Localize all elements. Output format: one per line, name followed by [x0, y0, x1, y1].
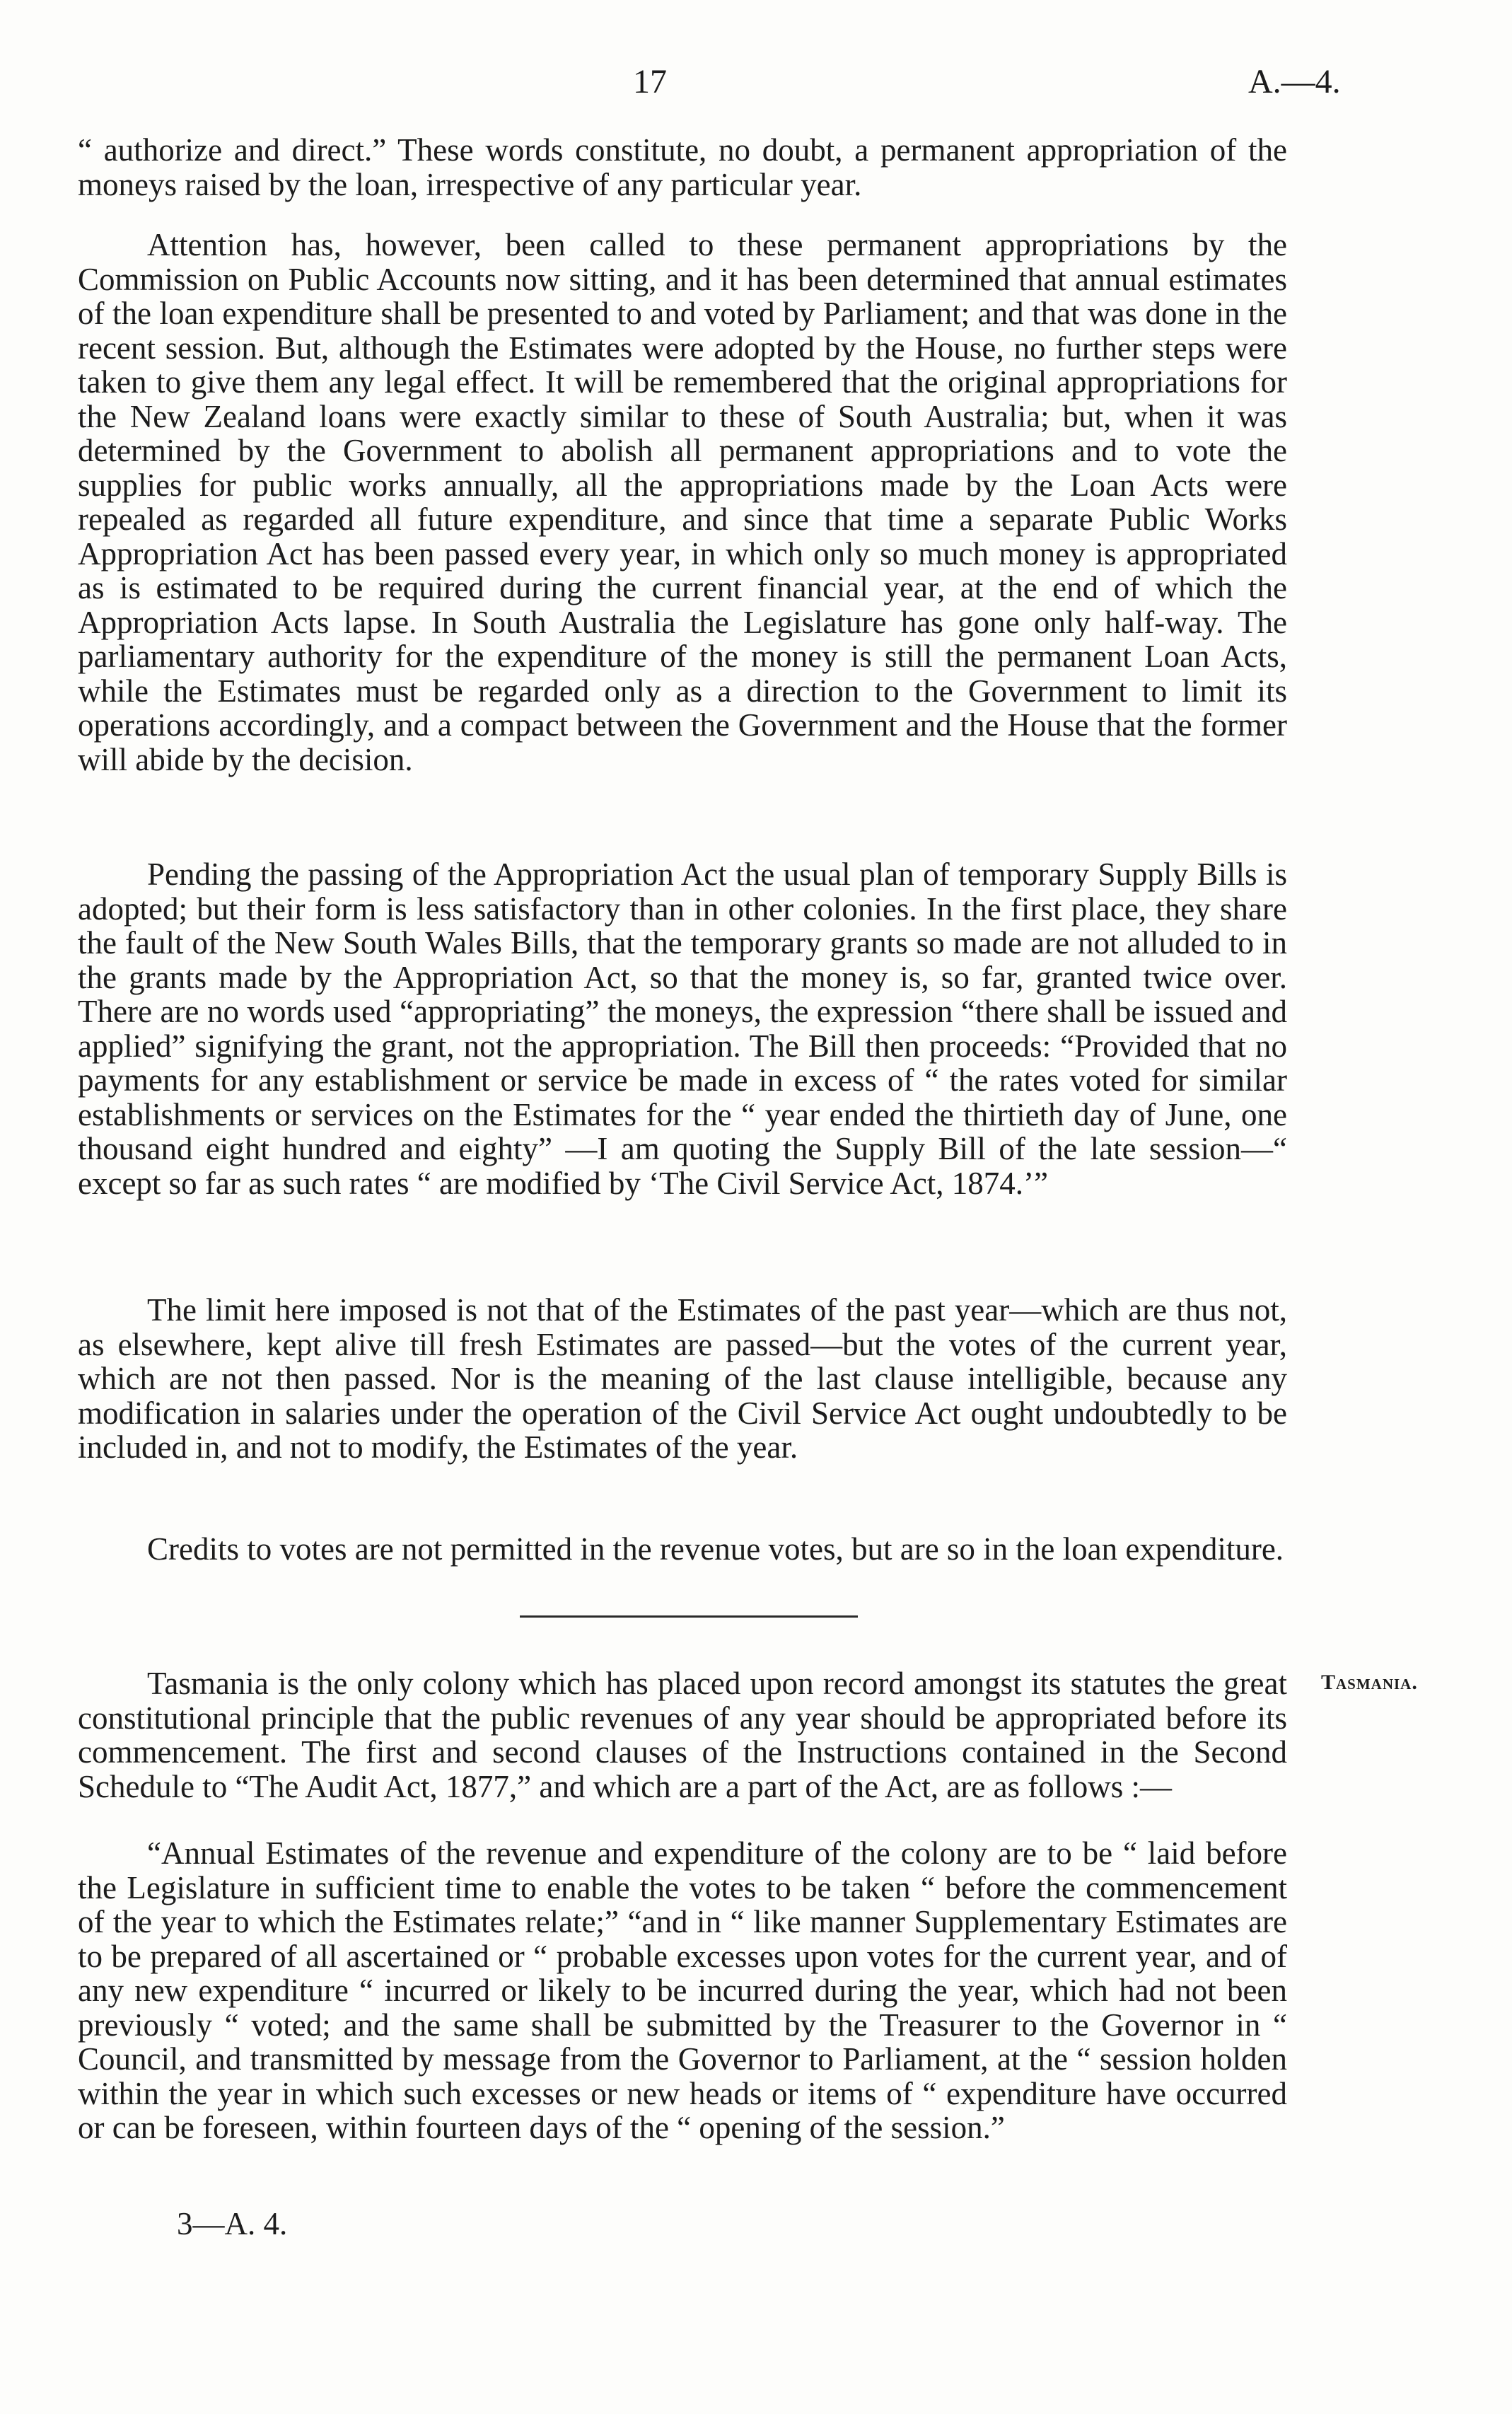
- paragraph-4: The limit here imposed is not that of the Estimates of the past year—which are thus not, as elsewhere, kept alive till fresh Estimates are passed—but the votes of the current year, which are not then passed. Nor is the meaning of the last clause intelligible, because any modification in salaries under the operation of the Civil Service Act ought undoubtedly to be included in, and not to modify, the Estimates of the year.: [78, 1292, 1287, 1465]
- section-divider: [520, 1615, 858, 1618]
- paragraph-5: Credits to votes are not permitted in the revenue votes, but are so in the loan expenditure.: [147, 1531, 1284, 1567]
- paragraph-2: Attention has, however, been called to these permanent appropriations by the Commission on Public Accounts now sitting, and it has been determined that annual estimates of the loan expenditure shall be presented to and voted by Parliament; and that was done in the recent session. But, although the Estimates were adopted by the House, no further steps were taken to give them any legal effect. It will be remembered that the original appropriations for the New Zealand loans were exactly similar to these of South Australia; but, when it was determined by the Government to abolish all permanent appropriations and to vote the supplies for public works annually, all the appropriations made by the Loan Acts were repealed as regarded all future expenditure, and since that time a separate Public Works Appropriation Act has been passed every year, in which only so much money is appropriated as is estimated to be required during the current financial year, at the end of which the Appropriation Acts lapse. In South Australia the Legislature has gone only half-way. The parliamentary authority for the expenditure of the money is still the permanent Loan Acts, while the Estimates must be regarded only as a direction to the Government to limit its operations accordingly, and a compact between the Government and the House that the former will abide by the decision.: [78, 227, 1287, 777]
- page-number: 17: [633, 63, 667, 100]
- signature-mark: 3—A. 4.: [177, 2206, 288, 2241]
- quoted-instructions: “Annual Estimates of the revenue and expenditure of the colony are to be “ laid before the Legislature in sufficient time to enable the votes to be taken “ before the commencement of the year to which the Estimates relate;” “and in “ like manner Supplementary Estimates are to be prepared of all ascertained or “ probable excesses upon votes for the current year, and of any new expenditure “ incurred or likely to be incurred during the year, which had not been previously “ voted; and the same shall be submitted by the Treasurer to the Governor in “ Council, and transmitted by message from the Governor to Parliament, at the “ session holden within the year in which such excesses or new heads or items of “ expenditure have occurred or can be foreseen, within fourteen days of the “ opening of the session.”: [78, 1835, 1287, 2145]
- paragraph-3: Pending the passing of the Appropriation Act the usual plan of temporary Supply Bills is adopted; but their form is less satisfactory than in other colonies. In the first place, they share the fault of the New South Wales Bills, that the temporary grants so made are not alluded to in the grants made by the Appropriation Act, so that the money is, so far, granted twice over. There are no words used “appropriating” the moneys, the expression “there shall be issued and applied” signifying the grant, not the appropriation. The Bill then proceeds: “Provided that no payments for any establishment or service be made in excess of “ the rates voted for similar establishments or services on the Estimates for the “ year ended the thirtieth day of June, one thousand eight hundred and eighty” —I am quoting the Supply Bill of the late session—“ except so far as such rates “ are modified by ‘The Civil Service Act, 1874.’”: [78, 857, 1287, 1201]
- document-reference: A.—4.: [1248, 63, 1341, 100]
- margin-note-tasmania: Tasmania.: [1321, 1671, 1418, 1694]
- paragraph-1: “ authorize and direct.” These words constitute, no doubt, a permanent appropriation of the moneys raised by the loan, irrespective of any particular year.: [78, 132, 1287, 202]
- paragraph-6: Tasmania is the only colony which has placed upon record amongst its statutes the great constitutional principle that the public revenues of any year should be appropriated before its commencement. The first and second clauses of the Instructions contained in the Second Schedule to “The Audit Act, 1877,” and which are a part of the Act, are as follows :—: [78, 1666, 1287, 1804]
